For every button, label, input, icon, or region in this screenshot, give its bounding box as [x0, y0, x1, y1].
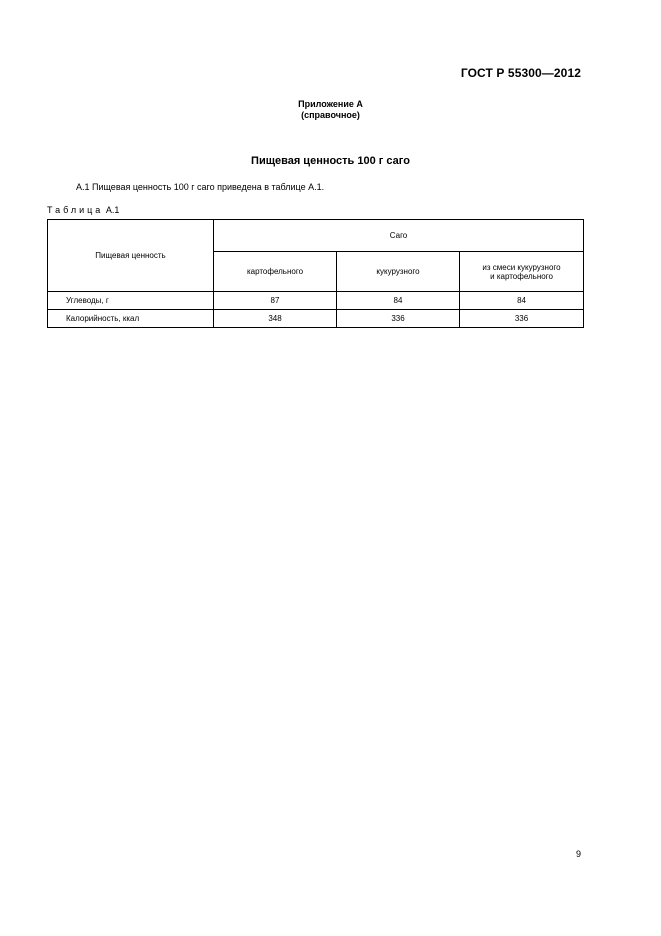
section-title: Пищевая ценность 100 г саго [251, 155, 410, 167]
column-header: кукурузного [337, 252, 460, 292]
column-header [460, 252, 584, 292]
table-cell: 348 [214, 310, 337, 328]
table-cell: 84 [337, 292, 460, 310]
table-cell: 336 [337, 310, 460, 328]
table-cell: 336 [460, 310, 584, 328]
table-caption [47, 205, 119, 215]
row-label: Калорийность, ккал [48, 310, 214, 328]
table-cell: 84 [460, 292, 584, 310]
table-row [48, 292, 584, 310]
column-header-line: из смеси кукурузного [482, 262, 561, 272]
appendix-subtitle: (справочное) [301, 110, 360, 120]
table-caption-word: Таблица [47, 205, 104, 215]
table-header-row [48, 220, 584, 252]
column-header: картофельного [214, 252, 337, 292]
table-cell: 87 [214, 292, 337, 310]
table-row [48, 310, 584, 328]
document-code: ГОСТ Р 55300—2012 [460, 66, 581, 80]
row-header-cell: Пищевая ценность [48, 220, 214, 292]
row-label: Углеводы, г [48, 292, 214, 310]
table-caption-number: А.1 [105, 205, 120, 215]
appendix-heading [0, 99, 661, 121]
appendix-title: Приложение А [298, 99, 363, 109]
group-header-cell: Саго [214, 220, 584, 252]
nutrition-table [47, 219, 584, 328]
paragraph: А.1 Пищевая ценность 100 г саго приведена в таблице А.1. [76, 182, 325, 192]
page-number: 9 [575, 849, 581, 859]
column-header-line: и картофельного [490, 271, 553, 281]
